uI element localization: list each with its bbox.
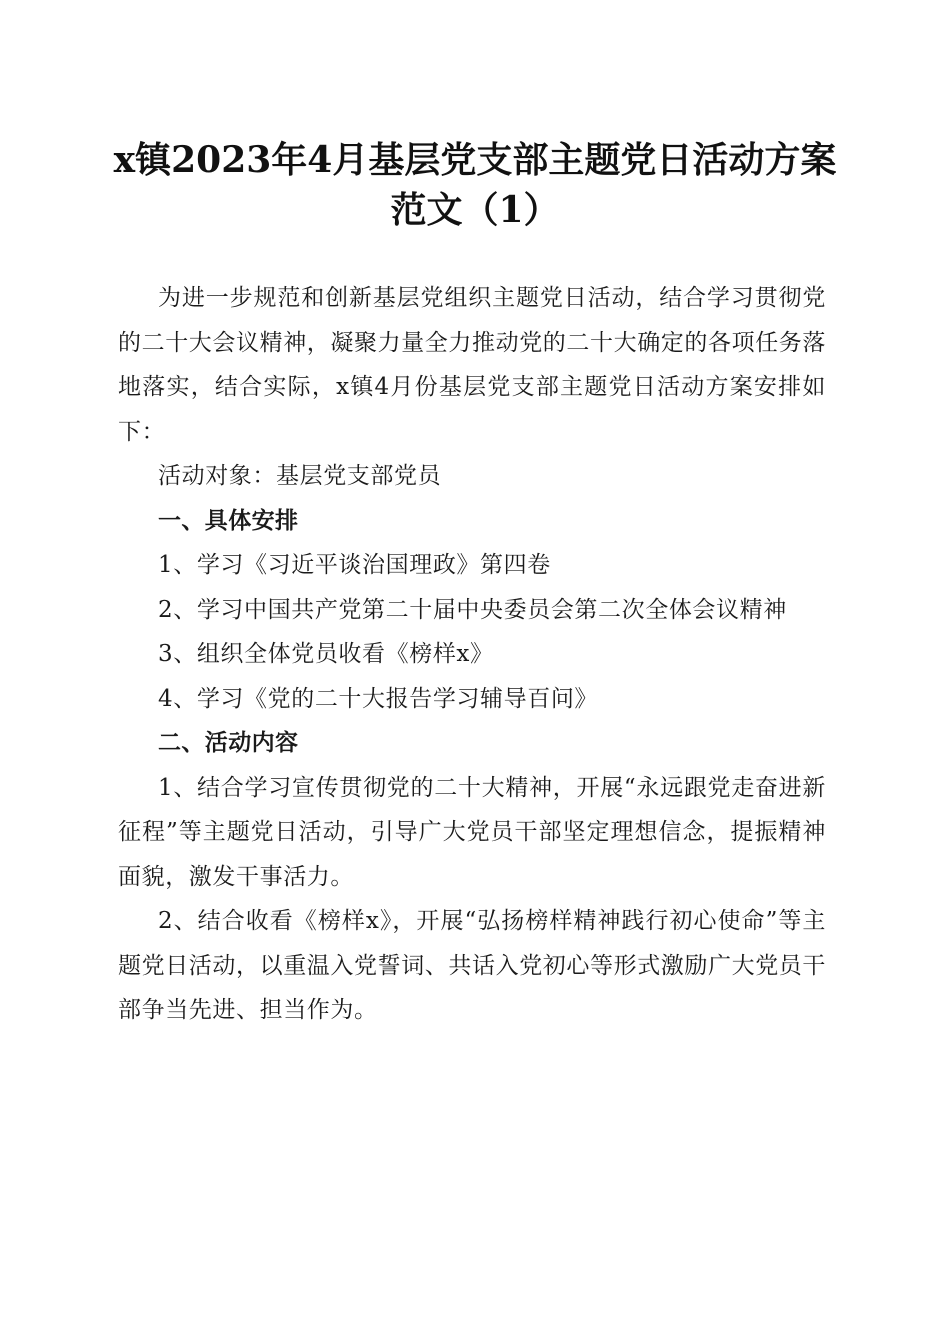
section-heading-specific-arrangements: 一、具体安排 — [158, 507, 299, 534]
content-item-2: 2、结合收看《榜样x》，开展“弘扬榜样精神践行初心使命”等主题党日活动，以重温入党誓词、共话入党初心等形式激励广大党员干部争当先进、担当作为。 — [118, 908, 826, 1023]
arrangement-item-1: 1、学习《习近平谈治国理政》第四卷 — [158, 552, 551, 578]
document-title-line-2: 范文（1） — [390, 189, 560, 231]
section-heading-activity-content: 二、活动内容 — [158, 730, 299, 756]
arrangement-item-2: 2、学习中国共产党第二十届中央委员会第二次全体会议精神 — [158, 596, 787, 623]
arrangement-item-3: 3、组织全体党员收看《榜样x》 — [158, 641, 494, 667]
intro-paragraph: 为进一步规范和创新基层党组织主题党日活动，结合学习贯彻党的二十大会议精神，凝聚力量全力推动党的二十大确定的各项任务落地落实，结合实际，x镇4月份基层党支部主题党日活动方案安排如下： — [118, 285, 826, 445]
activity-target-paragraph: 活动对象：基层党支部党员 — [158, 463, 442, 489]
arrangement-item-4: 4、学习《党的二十大报告学习辅导百问》 — [158, 685, 599, 712]
document-body — [118, 276, 826, 1033]
content-item-1: 1、结合学习宣传贯彻党的二十大精神，开展“永远跟党走奋进新征程”等主题党日活动，引导广大党员干部坚定理想信念，提振精神面貌，激发干事活力。 — [118, 774, 826, 890]
document-title-line-1: x镇2023年4月基层党支部主题党日活动方案 — [113, 139, 837, 181]
